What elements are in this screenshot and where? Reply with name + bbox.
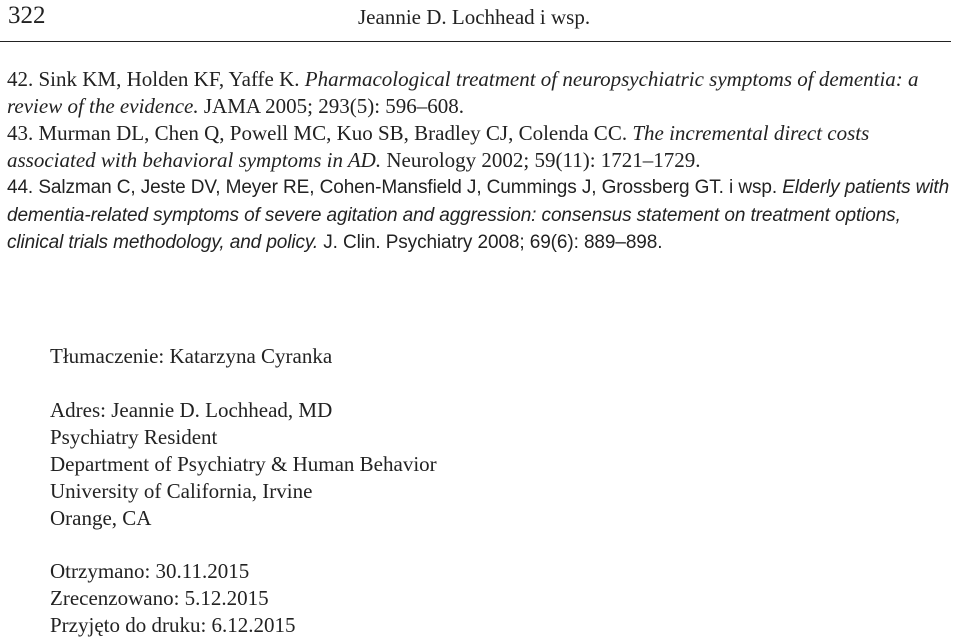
reference-source: JAMA 2005; 293(5): 596–608. (203, 94, 465, 118)
reference-item (0, 174, 950, 257)
reference-number: 42. (7, 67, 34, 91)
reference-number: 44. (7, 177, 34, 198)
reference-title: Pharmacological treatment of neuropsychiatric symptoms of dementia: a review of the evidence. (7, 67, 919, 118)
reference-item (0, 66, 950, 120)
translator-line: Tłumaczenie: Katarzyna Cyranka (50, 344, 333, 368)
reference-authors: Sink KM, Holden KF, Yaffe K. (38, 67, 300, 91)
correspondence-address (50, 397, 437, 532)
address-line: Psychiatry Resident (50, 425, 218, 449)
reference-title: The incremental direct costs associated with behavioral symptoms in AD. (7, 121, 870, 172)
received-date: Otrzymano: 30.11.2015 (50, 559, 250, 583)
reference-list (0, 66, 950, 257)
accepted-date: Przyjęto do druku: 6.12.2015 (50, 613, 296, 637)
address-line: Adres: Jeannie D. Lochhead, MD (50, 398, 333, 422)
reference-authors: Murman DL, Chen Q, Powell MC, Kuo SB, Bradley CJ, Colenda CC. (38, 121, 628, 145)
page-number: 322 (8, 2, 46, 29)
header-rule (0, 41, 951, 42)
reference-authors: Salzman C, Jeste DV, Meyer RE, Cohen-Mansfield J, Cummings J, Grossberg GT. i wsp. (38, 177, 777, 198)
reference-source: Neurology 2002; 59(11): 1721–1729. (386, 148, 701, 172)
reference-title: Elderly patients with dementia-related symptoms of severe agitation and aggression: consensus statement on treatment options, clinical trials methodology, and policy. (7, 177, 950, 253)
reviewed-date: Zrecenzowano: 5.12.2015 (50, 586, 269, 610)
address-line: University of California, Irvine (50, 479, 313, 503)
reference-number: 43. (7, 121, 34, 145)
reference-item (0, 120, 950, 174)
running-head: Jeannie D. Lochhead i wsp. (358, 5, 591, 29)
publication-dates (50, 558, 296, 639)
address-line: Orange, CA (50, 506, 152, 530)
reference-source: J. Clin. Psychiatry 2008; 69(6): 889–898. (323, 232, 663, 253)
address-line: Department of Psychiatry & Human Behavior (50, 452, 437, 476)
translation-note (50, 343, 332, 370)
